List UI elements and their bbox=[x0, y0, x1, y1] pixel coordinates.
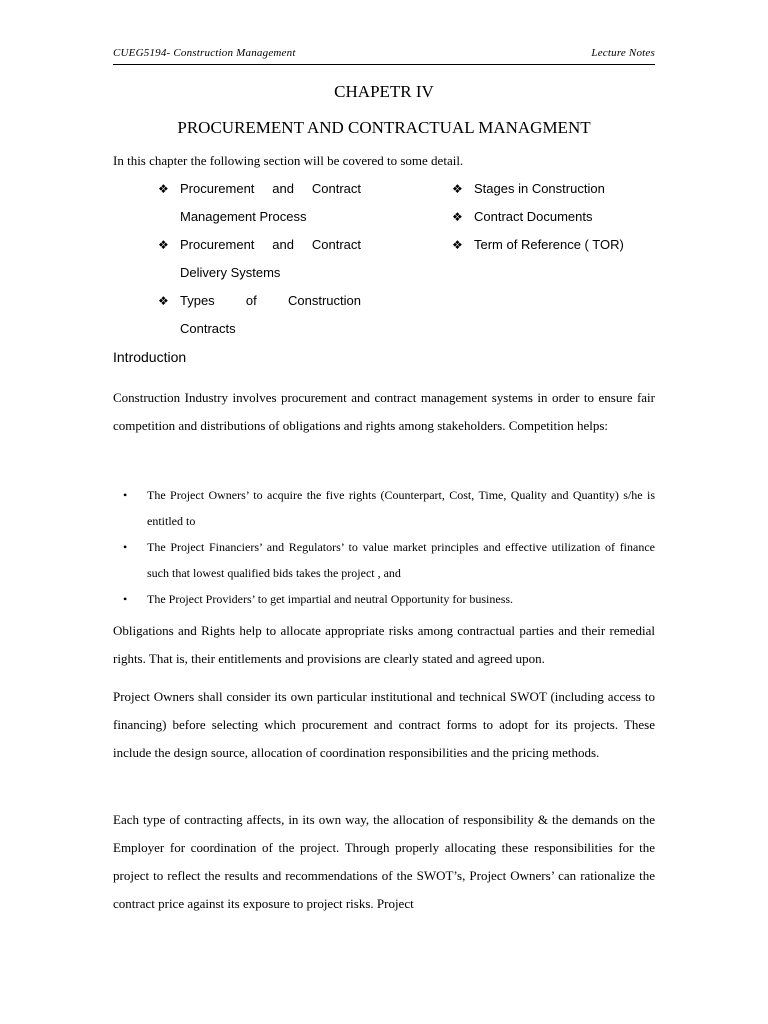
diamond-bullet-icon: ❖ bbox=[158, 182, 169, 196]
toc-item-tor bbox=[452, 231, 652, 259]
toc-item-label: Term of Reference ( TOR) bbox=[474, 237, 624, 252]
bullet-dot-icon: • bbox=[123, 488, 128, 502]
toc-item-line1: Types of Construction bbox=[180, 293, 361, 308]
diamond-bullet-icon: ❖ bbox=[158, 294, 169, 308]
list-item bbox=[113, 482, 655, 534]
list-item-text: The Project Providers’ to get impartial and neutral Opportunity for business. bbox=[147, 592, 514, 606]
toc-item-procurement-management bbox=[158, 175, 368, 231]
header-doc-type: Lecture Notes bbox=[591, 47, 655, 59]
list-item-text: The Project Financiers’ and Regulators’ to value market principles and effective utilization of finance such that lowest qualified bids takes the project , and bbox=[147, 540, 655, 580]
bullet-list bbox=[113, 482, 655, 612]
paragraph-1: Construction Industry involves procurement and contract management systems in order to ensure fair competition and distributions of obligations and rights among stakeholders. Competition helps: bbox=[113, 390, 655, 433]
running-header bbox=[113, 46, 655, 65]
chapter-title: CHAPETR IV bbox=[334, 82, 434, 101]
bullet-dot-icon: • bbox=[123, 592, 128, 606]
paragraph-4: Each type of contracting affects, in its own way, the allocation of responsibility & the demands on the Employer for coordination of the project. Through properly allocating these responsibilities for the project to reflect the results and recommendations of the SWOT’s, Project Owners’ can rationalize the contract price against its exposure to project risks. Project bbox=[113, 812, 655, 911]
toc-item-documents bbox=[452, 203, 652, 231]
toc-item-stages bbox=[452, 175, 652, 203]
diamond-bullet-icon: ❖ bbox=[452, 182, 463, 196]
toc-item-line2: Contracts bbox=[180, 321, 236, 336]
toc-item-line1: Procurement and Contract bbox=[180, 181, 361, 196]
toc-item-label: Stages in Construction bbox=[474, 181, 605, 196]
diamond-bullet-icon: ❖ bbox=[158, 238, 169, 252]
toc-item-line2: Delivery Systems bbox=[180, 265, 281, 280]
paragraph-3: Project Owners shall consider its own particular institutional and technical SWOT (including access to financing) before selecting which procurement and contract forms to adopt for its projects. These include the design source, allocation of coordination responsibilities and the pricing methods. bbox=[113, 689, 655, 760]
toc-item-line1: Procurement and Contract bbox=[180, 237, 361, 252]
toc-item-line2: Management Process bbox=[180, 209, 307, 224]
toc-item-label: Contract Documents bbox=[474, 209, 593, 224]
list-item-text: The Project Owners’ to acquire the five rights (Counterpart, Cost, Time, Quality and Quantity) s/he is entitled to bbox=[147, 488, 655, 528]
toc-item-procurement-delivery bbox=[158, 231, 368, 287]
bullet-dot-icon: • bbox=[123, 540, 128, 554]
list-item bbox=[113, 534, 655, 586]
diamond-bullet-icon: ❖ bbox=[452, 238, 463, 252]
paragraph-2: Obligations and Rights help to allocate appropriate risks among contractual parties and their remedial rights. That is, their entitlements and provisions are clearly stated and agreed upon. bbox=[113, 623, 655, 666]
diamond-bullet-icon: ❖ bbox=[452, 210, 463, 224]
list-item bbox=[113, 586, 655, 612]
chapter-subtitle: PROCUREMENT AND CONTRACTUAL MANAGMENT bbox=[177, 118, 591, 137]
header-course: CUEG5194- Construction Management bbox=[113, 47, 296, 59]
section-heading-introduction: Introduction bbox=[113, 349, 187, 365]
toc-item-contract-types bbox=[158, 287, 368, 343]
intro-line: In this chapter the following section will be covered to some detail. bbox=[113, 153, 464, 168]
